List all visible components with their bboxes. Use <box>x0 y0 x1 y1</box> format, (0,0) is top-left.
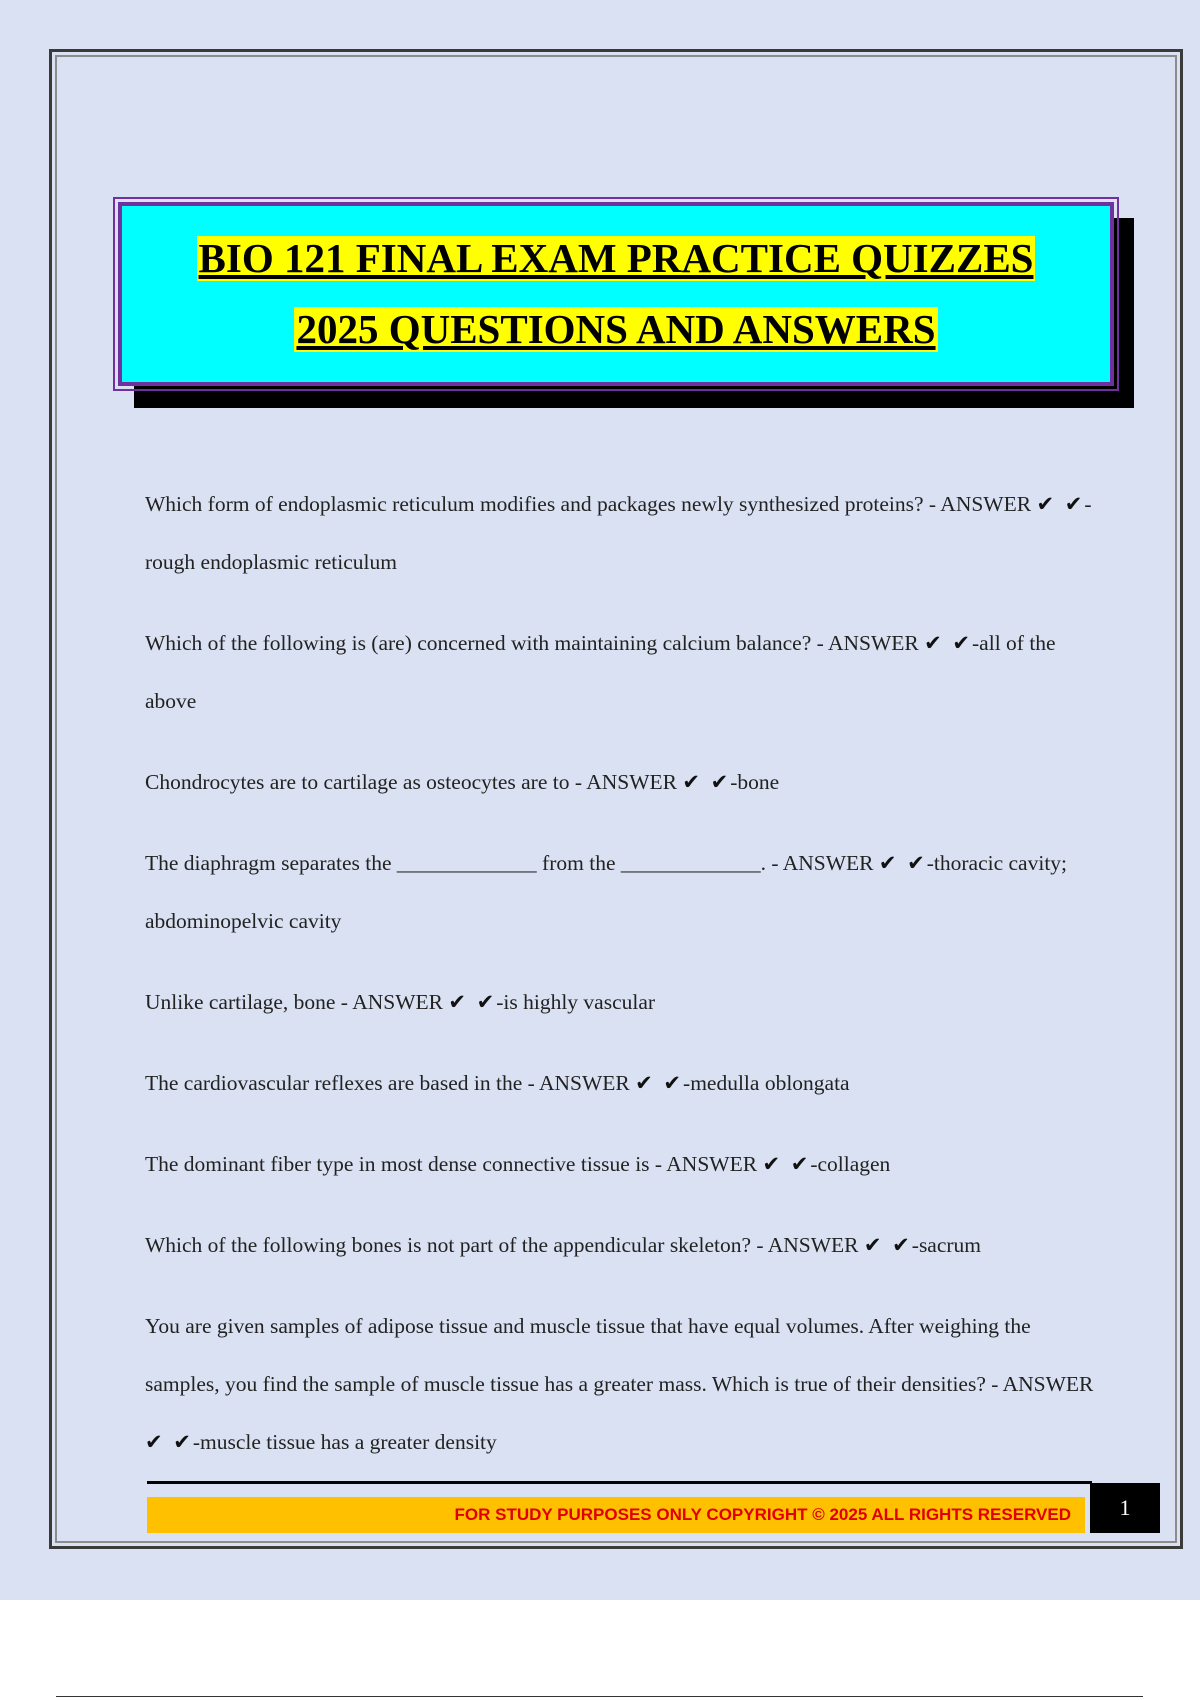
qa-item <box>145 753 1095 811</box>
question-text: You are given samples of adipose tissue and muscle tissue that have equal volumes. After weighing the samples, you find the sample of muscle tissue has a greater mass. Which is true of their densities? - <box>145 1314 1031 1396</box>
title-box <box>118 202 1114 386</box>
checkmark-icon: ✔ ✔ <box>863 1233 912 1257</box>
qa-item <box>145 475 1095 591</box>
checkmark-icon: ✔ ✔ <box>924 631 973 655</box>
page-number: 1 <box>1090 1483 1160 1533</box>
qa-item <box>145 1216 1095 1274</box>
answer-label: ANSWER <box>767 1233 859 1257</box>
answer-text: -thoracic cavity; abdominopelvic cavity <box>145 851 1068 933</box>
question-text: The cardiovascular reflexes are based in the - <box>145 1071 535 1095</box>
question-text: The dominant fiber type in most dense connective tissue is - <box>145 1152 663 1176</box>
question-text: Which form of endoplasmic reticulum modifies and packages newly synthesized proteins? - <box>145 492 937 516</box>
answer-label: ANSWER <box>586 770 677 794</box>
question-text: Which of the following bones is not part of the appendicular skeleton? - <box>145 1233 764 1257</box>
checkmark-icon: ✔ ✔ <box>1036 492 1085 516</box>
answer-label: ANSWER <box>940 492 1032 516</box>
question-text: Unlike cartilage, bone - <box>145 990 348 1014</box>
qa-item <box>145 1054 1095 1112</box>
answer-text: -all of the above <box>145 631 1056 713</box>
checkmark-icon: ✔ ✔ <box>635 1071 684 1095</box>
answer-label: ANSWER <box>827 631 919 655</box>
answer-label: ANSWER <box>539 1071 630 1095</box>
checkmark-icon: ✔ ✔ <box>448 990 497 1014</box>
bottom-divider <box>56 1696 1143 1697</box>
title-line-2: 2025 QUESTIONS AND ANSWERS <box>296 306 936 352</box>
qa-item <box>145 614 1095 730</box>
answer-text: -rough endoplasmic reticulum <box>145 492 1092 574</box>
footer-bar <box>147 1497 1085 1533</box>
question-text: Which of the following is (are) concerned with maintaining calcium balance? - <box>145 631 824 655</box>
checkmark-icon: ✔ ✔ <box>762 1152 811 1176</box>
qa-list <box>145 475 1095 1494</box>
answer-text: -collagen <box>810 1152 891 1176</box>
checkmark-icon: ✔ ✔ <box>145 1430 193 1454</box>
answer-label: ANSWER <box>1002 1372 1094 1396</box>
footer-copyright-text: FOR STUDY PURPOSES ONLY COPYRIGHT © 2025 ALL RIGHTS RESERVED <box>454 1505 1071 1524</box>
answer-text: -medulla oblongata <box>683 1071 850 1095</box>
question-text: Chondrocytes are to cartilage as osteocytes are to - <box>145 770 582 794</box>
answer-text: -muscle tissue has a greater density <box>192 1430 497 1454</box>
answer-text: -bone <box>730 770 780 794</box>
qa-item <box>145 973 1095 1031</box>
title-line-1: BIO 121 FINAL EXAM PRACTICE QUIZZES <box>198 235 1034 281</box>
answer-label: ANSWER <box>666 1152 758 1176</box>
qa-item <box>145 1297 1095 1471</box>
qa-item <box>145 1135 1095 1193</box>
checkmark-icon: ✔ ✔ <box>682 770 731 794</box>
question-text: The diaphragm separates the _____________ from the _____________. - <box>145 851 779 875</box>
checkmark-icon: ✔ ✔ <box>878 851 927 875</box>
qa-item <box>145 834 1095 950</box>
answer-label: ANSWER <box>352 990 443 1014</box>
answer-text: -sacrum <box>911 1233 982 1257</box>
answer-text: -is highly vascular <box>496 990 656 1014</box>
answer-label: ANSWER <box>782 851 874 875</box>
footer-rule <box>147 1481 1092 1484</box>
